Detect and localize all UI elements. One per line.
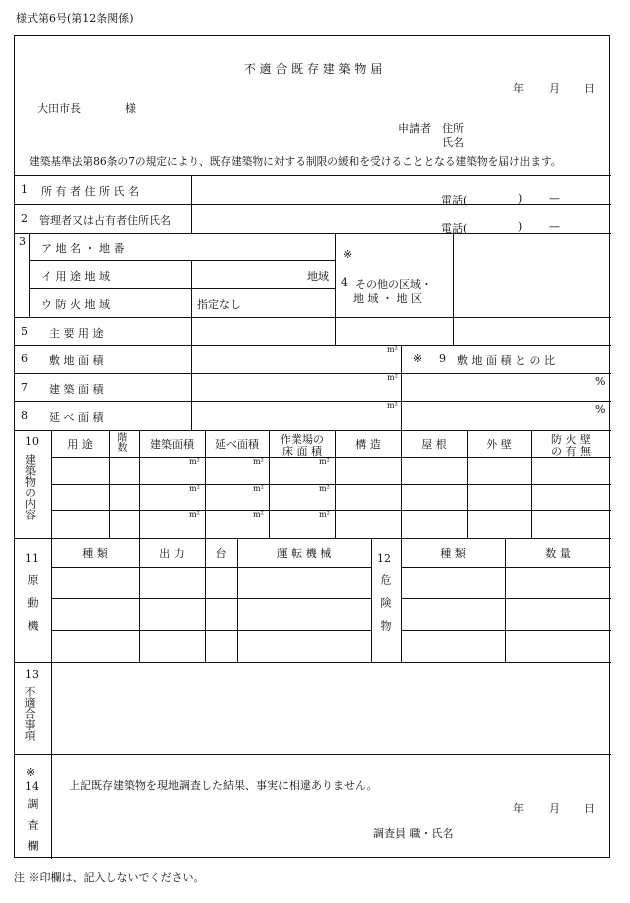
row1-phone-close: ) xyxy=(518,192,523,205)
row14-year: 年 xyxy=(513,802,524,815)
row7-label: 建 築 面 積 xyxy=(49,383,104,396)
r10-head-build-area: 建築面積 xyxy=(150,438,194,451)
r10-unit-2a: m² xyxy=(189,484,200,493)
row3-i-label: イ 用 途 地 域 xyxy=(41,270,110,283)
r10-head-roof: 屋 根 xyxy=(421,438,447,451)
row14-no: 14 xyxy=(25,780,39,793)
r10-head-structure: 構 造 xyxy=(355,438,381,451)
row2-dash: — xyxy=(549,220,560,233)
r10-unit-1a: m² xyxy=(189,457,200,466)
row13-side: 不適合事項 xyxy=(23,686,36,741)
row1-no: 1 xyxy=(21,183,28,196)
r10-head-work-area1: 作業場の xyxy=(280,433,324,446)
applicant-address: 住所 xyxy=(442,122,464,135)
row7-pct: % xyxy=(595,375,606,388)
form-label: 様式第6号(第12条関係) xyxy=(16,12,134,25)
date-month: 月 xyxy=(549,82,560,95)
row14-day: 日 xyxy=(584,802,595,815)
row10-side: 建築物の内容 xyxy=(23,454,37,520)
row2-phone-close: ) xyxy=(518,220,523,233)
row1-label: 所 有 者 住 所 氏 名 xyxy=(41,185,139,198)
r12-head-kind: 種 類 xyxy=(440,547,466,560)
row13-no: 13 xyxy=(25,668,39,681)
applicant-label: 申請者 xyxy=(398,122,431,135)
row8-no: 8 xyxy=(21,409,28,422)
row2-phone: 電話( xyxy=(441,222,468,235)
r10-head-use: 用 途 xyxy=(67,438,93,451)
r10-unit-1b: m² xyxy=(253,457,264,466)
row4-mark: ※ xyxy=(343,248,353,261)
r11-head-output: 出 力 xyxy=(159,547,185,560)
r10-head-fire1: 防 火 壁 xyxy=(551,433,591,446)
r11-head-operation: 運 転 機 械 xyxy=(276,547,332,560)
row2-label: 管理者又は占有者住所氏名 xyxy=(39,214,171,227)
statement: 建築基準法第86条の7の規定により、既存建築物に対する制限の緩和を受けることとなる建築物を届け出ます。 xyxy=(29,155,562,168)
row4-label2: 地 域 ・ 地 区 xyxy=(353,292,422,305)
row10-no: 10 xyxy=(25,435,39,448)
r10-head-floor-area: 延べ面積 xyxy=(215,438,259,451)
r10-unit-2b: m² xyxy=(253,484,264,493)
row9-no: 9 xyxy=(439,352,446,365)
r10-unit-1c: m² xyxy=(319,457,330,466)
date-day: 日 xyxy=(584,82,595,95)
row14-month: 月 xyxy=(549,802,560,815)
row3-a-label: ア 地 名 ・ 地 番 xyxy=(41,242,125,255)
row1-phone: 電話( xyxy=(441,194,468,207)
date-year: 年 xyxy=(513,82,524,95)
r11-head-count: 台 xyxy=(215,547,227,560)
row5-label: 主 要 用 途 xyxy=(49,327,104,340)
r10-head-work-area2: 床 面 積 xyxy=(282,445,322,458)
row8-label: 延 べ 面 積 xyxy=(49,411,104,424)
row9-mark: ※ xyxy=(413,352,423,365)
r10-head-wall: 外 壁 xyxy=(486,438,512,451)
row3-i-value: 地域 xyxy=(307,270,329,283)
form-frame xyxy=(14,35,610,861)
r12-head-qty: 数 量 xyxy=(545,547,571,560)
r10-unit-3c: m² xyxy=(319,510,330,519)
row14-side: 調査欄 xyxy=(26,798,39,861)
row12-no: 12 xyxy=(377,552,391,565)
r10-unit-3b: m² xyxy=(253,510,264,519)
row4-no: 4 xyxy=(341,276,348,289)
row6-label: 敷 地 面 積 xyxy=(49,354,104,367)
r10-unit-3a: m² xyxy=(189,510,200,519)
row11-side: 原動機 xyxy=(26,574,39,643)
form-title: 不 適 合 既 存 建 築 物 届 xyxy=(243,62,383,76)
row8-pct: % xyxy=(595,403,606,416)
row7-no: 7 xyxy=(21,381,28,394)
addressee-city: 大田市長 xyxy=(37,102,81,115)
row12-side: 危険物 xyxy=(379,574,392,643)
row3-no: 3 xyxy=(19,235,26,248)
r10-head-floors: 階数 xyxy=(115,432,126,452)
r10-unit-2c: m² xyxy=(319,484,330,493)
row14-statement: 上記既存建築物を現地調査した結果、事実に相違ありません。 xyxy=(69,779,378,792)
footnote: 注 ※印欄は、記入しないでください。 xyxy=(14,871,205,884)
addressee-honorific: 様 xyxy=(125,102,136,115)
row4-label1: その他の区域・ xyxy=(355,278,432,291)
row5-no: 5 xyxy=(21,325,28,338)
row7-unit: m² xyxy=(387,373,398,382)
row14-mark: ※ xyxy=(26,766,36,779)
applicant-name: 氏名 xyxy=(442,136,464,149)
r11-head-kind: 種 類 xyxy=(82,547,108,560)
row6-no: 6 xyxy=(21,352,28,365)
row9-label: 敷 地 面 積 と の 比 xyxy=(457,354,555,367)
row3-u-value: 指定なし xyxy=(197,298,241,311)
row3-u-label: ウ 防 火 地 域 xyxy=(41,298,110,311)
row6-unit: m² xyxy=(387,345,398,354)
row1-dash: — xyxy=(549,192,560,205)
row8-unit: m² xyxy=(387,401,398,410)
row2-no: 2 xyxy=(21,212,28,225)
r10-head-fire2: の 有 無 xyxy=(551,445,591,458)
row14-inspector: 調査員 職・氏名 xyxy=(373,827,454,840)
row11-no: 11 xyxy=(25,552,39,565)
